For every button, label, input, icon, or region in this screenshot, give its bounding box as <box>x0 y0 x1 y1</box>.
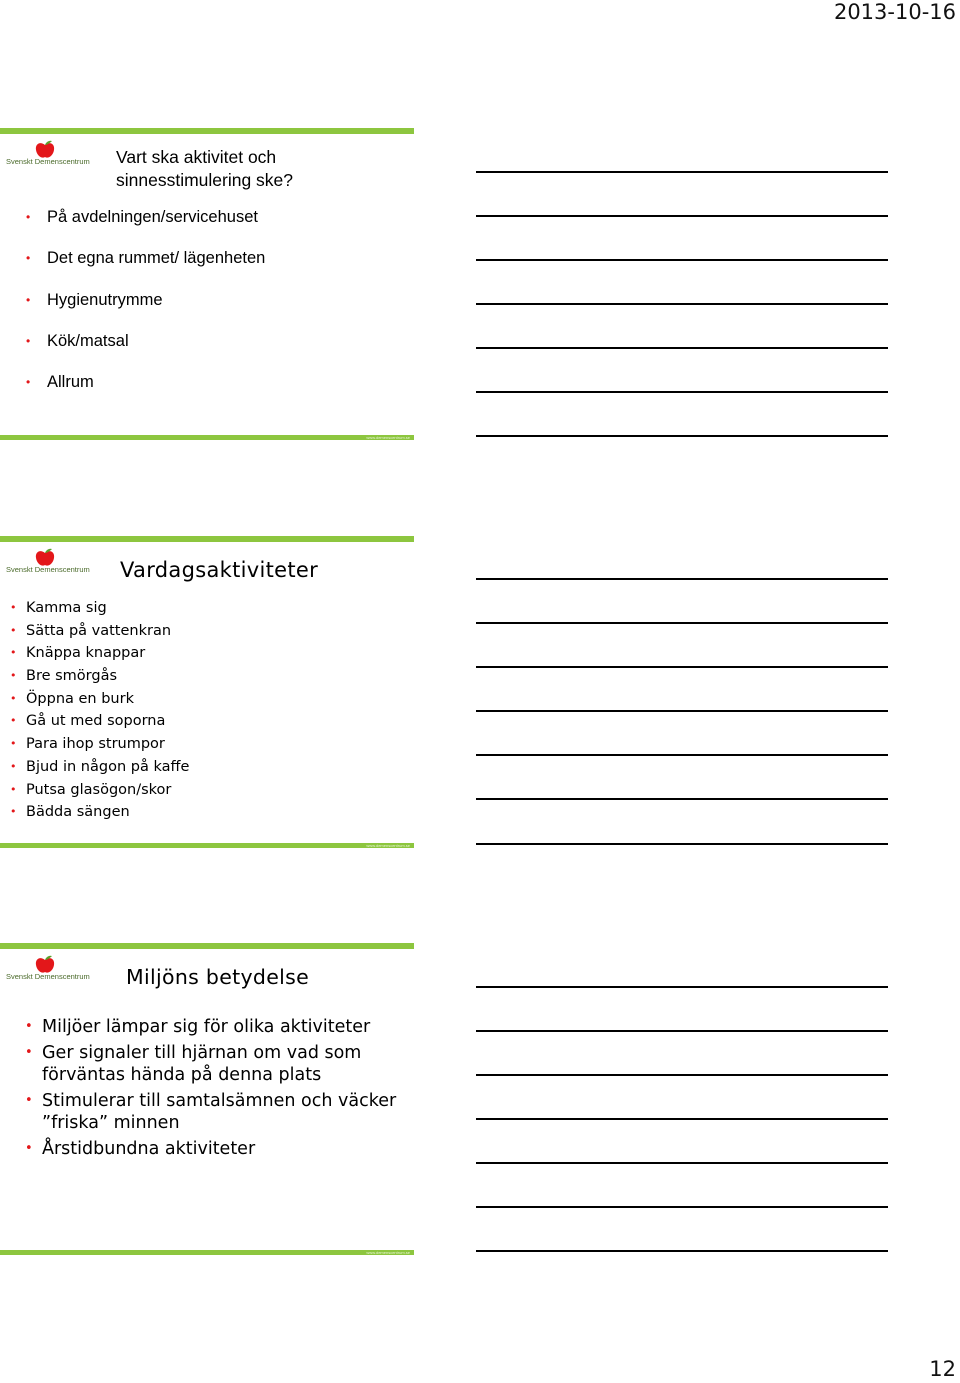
bullet-icon: • <box>10 601 17 614</box>
bullet-icon: • <box>10 714 17 728</box>
bullet-icon: • <box>10 759 17 773</box>
note-line <box>476 1162 888 1164</box>
note-line <box>476 1030 888 1032</box>
list-item <box>10 711 189 734</box>
list-item <box>10 598 189 621</box>
note-line <box>476 666 888 668</box>
bullet-list <box>10 598 190 825</box>
list-item-text: Kamma sig <box>26 600 107 616</box>
note-line <box>476 435 888 437</box>
list-item-text: Årstidbundna aktiviteter <box>42 1139 256 1159</box>
list-item-text: Bre smörgås <box>26 668 118 685</box>
slide-title: Miljöns betydelse <box>126 965 310 989</box>
footer-url: www.demenscentrum.se <box>366 1250 410 1255</box>
note-line <box>476 843 888 845</box>
list-item-text: Putsa glasögon/skor <box>26 781 172 798</box>
footer-url: www.demenscentrum.se <box>366 435 410 440</box>
bullet-list <box>25 1016 397 1164</box>
list-item <box>10 689 189 712</box>
list-item <box>25 1138 396 1160</box>
slide-bottom-bar <box>0 1250 414 1255</box>
list-item-text: Kök/matsal <box>47 331 129 350</box>
slide-title-line: Vart ska aktivitet och <box>116 147 277 167</box>
slide-1 <box>0 128 414 440</box>
bullet-icon: • <box>26 333 31 348</box>
note-line <box>476 391 888 393</box>
note-line <box>476 1206 888 1208</box>
list-item-text: förväntas hända på denna plats <box>42 1065 322 1085</box>
note-line <box>476 710 888 712</box>
logo <box>6 140 90 166</box>
logo <box>6 955 90 981</box>
list-item-text: Det egna rummet/ lägenheten <box>47 249 266 268</box>
bullet-icon: • <box>10 623 17 637</box>
note-line <box>476 754 888 756</box>
note-line <box>476 986 888 988</box>
bullet-icon: • <box>25 1019 33 1034</box>
list-item <box>26 289 265 330</box>
note-line <box>476 347 888 349</box>
bullet-icon: • <box>26 292 31 307</box>
page-number: 12 <box>929 1357 956 1381</box>
bullet-icon: • <box>10 691 17 705</box>
list-item <box>25 1042 396 1086</box>
bullet-icon: • <box>25 1045 33 1060</box>
list-item-text: Allrum <box>47 373 94 392</box>
note-line <box>476 578 888 580</box>
list-item <box>25 1016 396 1038</box>
bullet-list <box>26 206 266 412</box>
note-line <box>476 622 888 624</box>
logo-text: Svenskt Demenscentrum <box>6 157 90 166</box>
list-item-text: Sätta på vattenkran <box>26 622 172 639</box>
list-item-text: Öppna en burk <box>26 690 134 707</box>
list-item-text: Bädda sängen <box>26 804 130 821</box>
slide-3 <box>0 943 414 1255</box>
list-item <box>10 757 190 780</box>
list-item <box>25 1090 397 1134</box>
bullet-icon: • <box>26 375 31 390</box>
list-item-text: ”friska” minnen <box>42 1113 180 1133</box>
list-item <box>26 206 265 247</box>
list-item-text: Ger signaler till hjärnan om vad som <box>42 1043 362 1063</box>
slide-title <box>116 146 293 192</box>
note-line <box>476 171 888 173</box>
slide-bottom-bar <box>0 843 414 848</box>
bullet-icon: • <box>10 737 17 751</box>
list-item <box>10 666 189 689</box>
note-line <box>476 259 888 261</box>
note-line <box>476 1250 888 1252</box>
list-item-text: Para ihop strumpor <box>26 736 165 753</box>
list-item <box>10 643 189 666</box>
list-item <box>26 247 266 288</box>
list-item-text: Bjud in någon på kaffe <box>26 758 190 775</box>
note-line <box>476 1118 888 1120</box>
list-item <box>10 802 189 825</box>
list-item-text: Gå ut med soporna <box>26 713 166 730</box>
note-line <box>476 798 888 800</box>
list-item-text: På avdelningen/servicehuset <box>47 208 258 226</box>
slide-2 <box>0 536 414 848</box>
note-line <box>476 1074 888 1076</box>
page-date: 2013-10-16 <box>833 0 956 24</box>
slide-top-bar <box>0 536 414 542</box>
list-item <box>10 734 189 757</box>
list-item-text: Miljöer lämpar sig för olika aktiviteter <box>42 1017 371 1037</box>
logo-text: Svenskt Demenscentrum <box>6 565 90 574</box>
logo-text: Svenskt Demenscentrum <box>6 972 90 981</box>
list-item-text: Knäppa knappar <box>26 645 146 662</box>
slide-bottom-bar <box>0 435 414 440</box>
bullet-icon: • <box>25 1093 33 1108</box>
bullet-icon: • <box>10 646 17 660</box>
footer-url: www.demenscentrum.se <box>366 843 410 848</box>
note-line <box>476 303 888 305</box>
slide-top-bar <box>0 943 414 949</box>
logo <box>6 548 90 574</box>
slide-top-bar <box>0 128 414 134</box>
list-item-text: Hygienutrymme <box>47 290 163 309</box>
slide-title: Vardagsaktiviteter <box>120 558 319 582</box>
list-item <box>10 621 189 644</box>
note-line <box>476 215 888 217</box>
bullet-icon: • <box>26 210 31 224</box>
list-item <box>26 330 265 371</box>
slide-title-line: sinnesstimulering ske? <box>116 170 294 190</box>
bullet-icon: • <box>10 669 17 683</box>
list-item-text: Stimulerar till samtalsämnen och väcker <box>42 1091 397 1111</box>
bullet-icon: • <box>26 251 31 266</box>
list-item <box>26 371 265 412</box>
bullet-icon: • <box>10 782 17 796</box>
list-item <box>10 780 189 803</box>
bullet-icon: • <box>25 1141 33 1156</box>
bullet-icon: • <box>10 805 17 819</box>
